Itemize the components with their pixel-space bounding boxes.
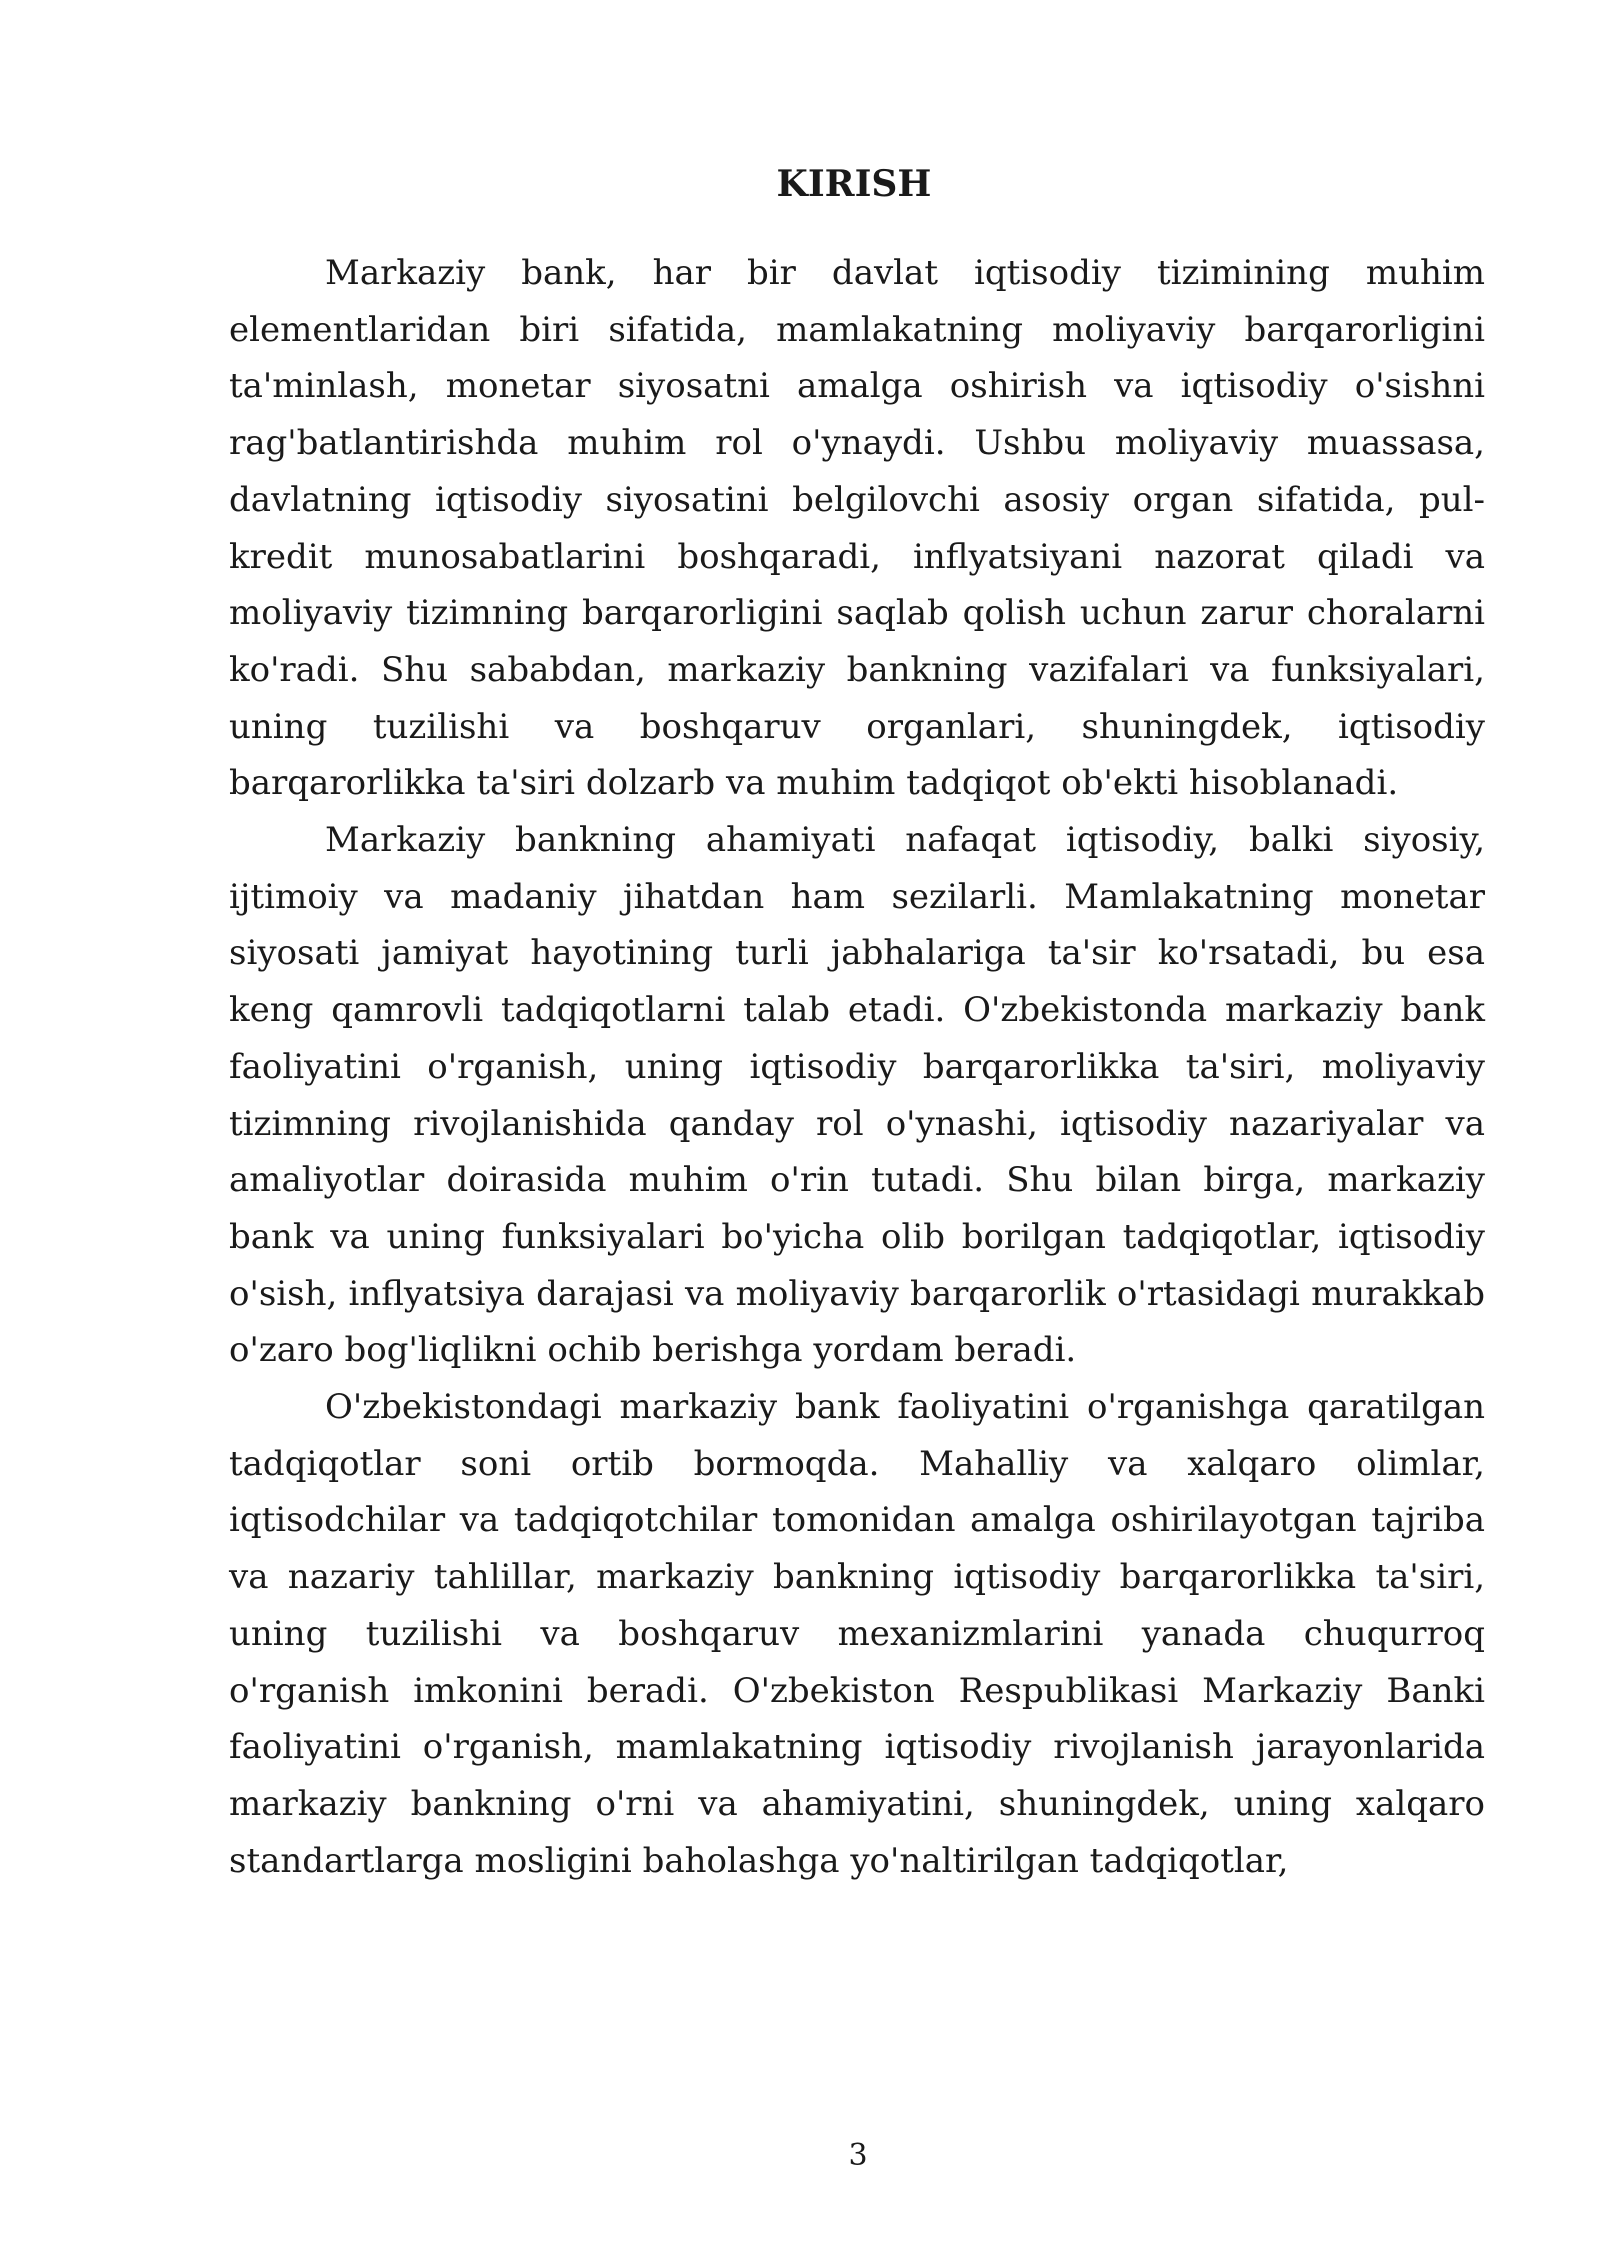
page-title: KIRISH <box>776 163 932 205</box>
paragraph-3: O'zbekistondagi markaziy bank faoliyatini o'rganishga qaratilgan tadqiqotlar soni ortib bormoqda. Mahalliy va xalqaro olimlar, iqtisodchilar va tadqiqotchilar tomonidan amalga oshirilayotgan tajriba va nazariy tahlillar, markaziy bankning iqtisodiy barqarorlikka ta'siri, uning tuzilishi va boshqaruv mexanizmlarini yanada chuqurroq o'rganish imkonini beradi. O'zbekiston Respublikasi Markaziy Banki faoliyatini o'rganish, mamlakatning iqtisodiy rivojlanish jarayonlarida markaziy bankning o'rni va ahamiyatini, shuningdek, uning xalqaro standartlarga mosligini baholashga yo'naltirilgan tadqiqotlar, <box>229 1387 1485 1881</box>
paragraph-2: Markaziy bankning ahamiyati nafaqat iqtisodiy, balki siyosiy, ijtimoiy va madaniy jihatdan ham sezilarli. Mamlakatning monetar siyosati jamiyat hayotining turli jabhalariga ta'sir ko'rsatadi, bu esa keng qamrovli tadqiqotlarni talab etadi. O'zbekistonda markaziy bank faoliyatini o'rganish, uning iqtisodiy barqarorlikka ta'siri, moliyaviy tizimning rivojlanishida qanday rol o'ynashi, iqtisodiy nazariyalar va amaliyotlar doirasida muhim o'rin tutadi. Shu bilan birga, markaziy bank va uning funksiyalari bo'yicha olib borilgan tadqiqotlar, iqtisodiy o'sish, inflyatsiya darajasi va moliyaviy barqarorlik o'rtasidagi murakkab o'zaro bog'liqlikni ochib berishga yordam beradi. <box>229 820 1485 1371</box>
body-text <box>229 245 1485 1889</box>
paragraph-1: Markaziy bank, har bir davlat iqtisodiy tizimining muhim elementlaridan biri sifatida, mamlakatning moliyaviy barqarorligini ta'minlash, monetar siyosatni amalga oshirish va iqtisodiy o'sishni rag'batlantirishda muhim rol o'ynaydi. Ushbu moliyaviy muassasa, davlatning iqtisodiy siyosatini belgilovchi asosiy organ sifatida, pul-kredit munosabatlarini boshqaradi, inflyatsiyani nazorat qiladi va moliyaviy tizimning barqarorligini saqlab qolish uchun zarur choralarni ko'radi. Shu sababdan, markaziy bankning vazifalari va funksiyalari, uning tuzilishi va boshqaruv organlari, shuningdek, iqtisodiy barqarorlikka ta'siri dolzarb va muhim tadqiqot ob'ekti hisoblanadi. <box>229 253 1485 804</box>
page-number: 3 <box>848 2138 868 2173</box>
